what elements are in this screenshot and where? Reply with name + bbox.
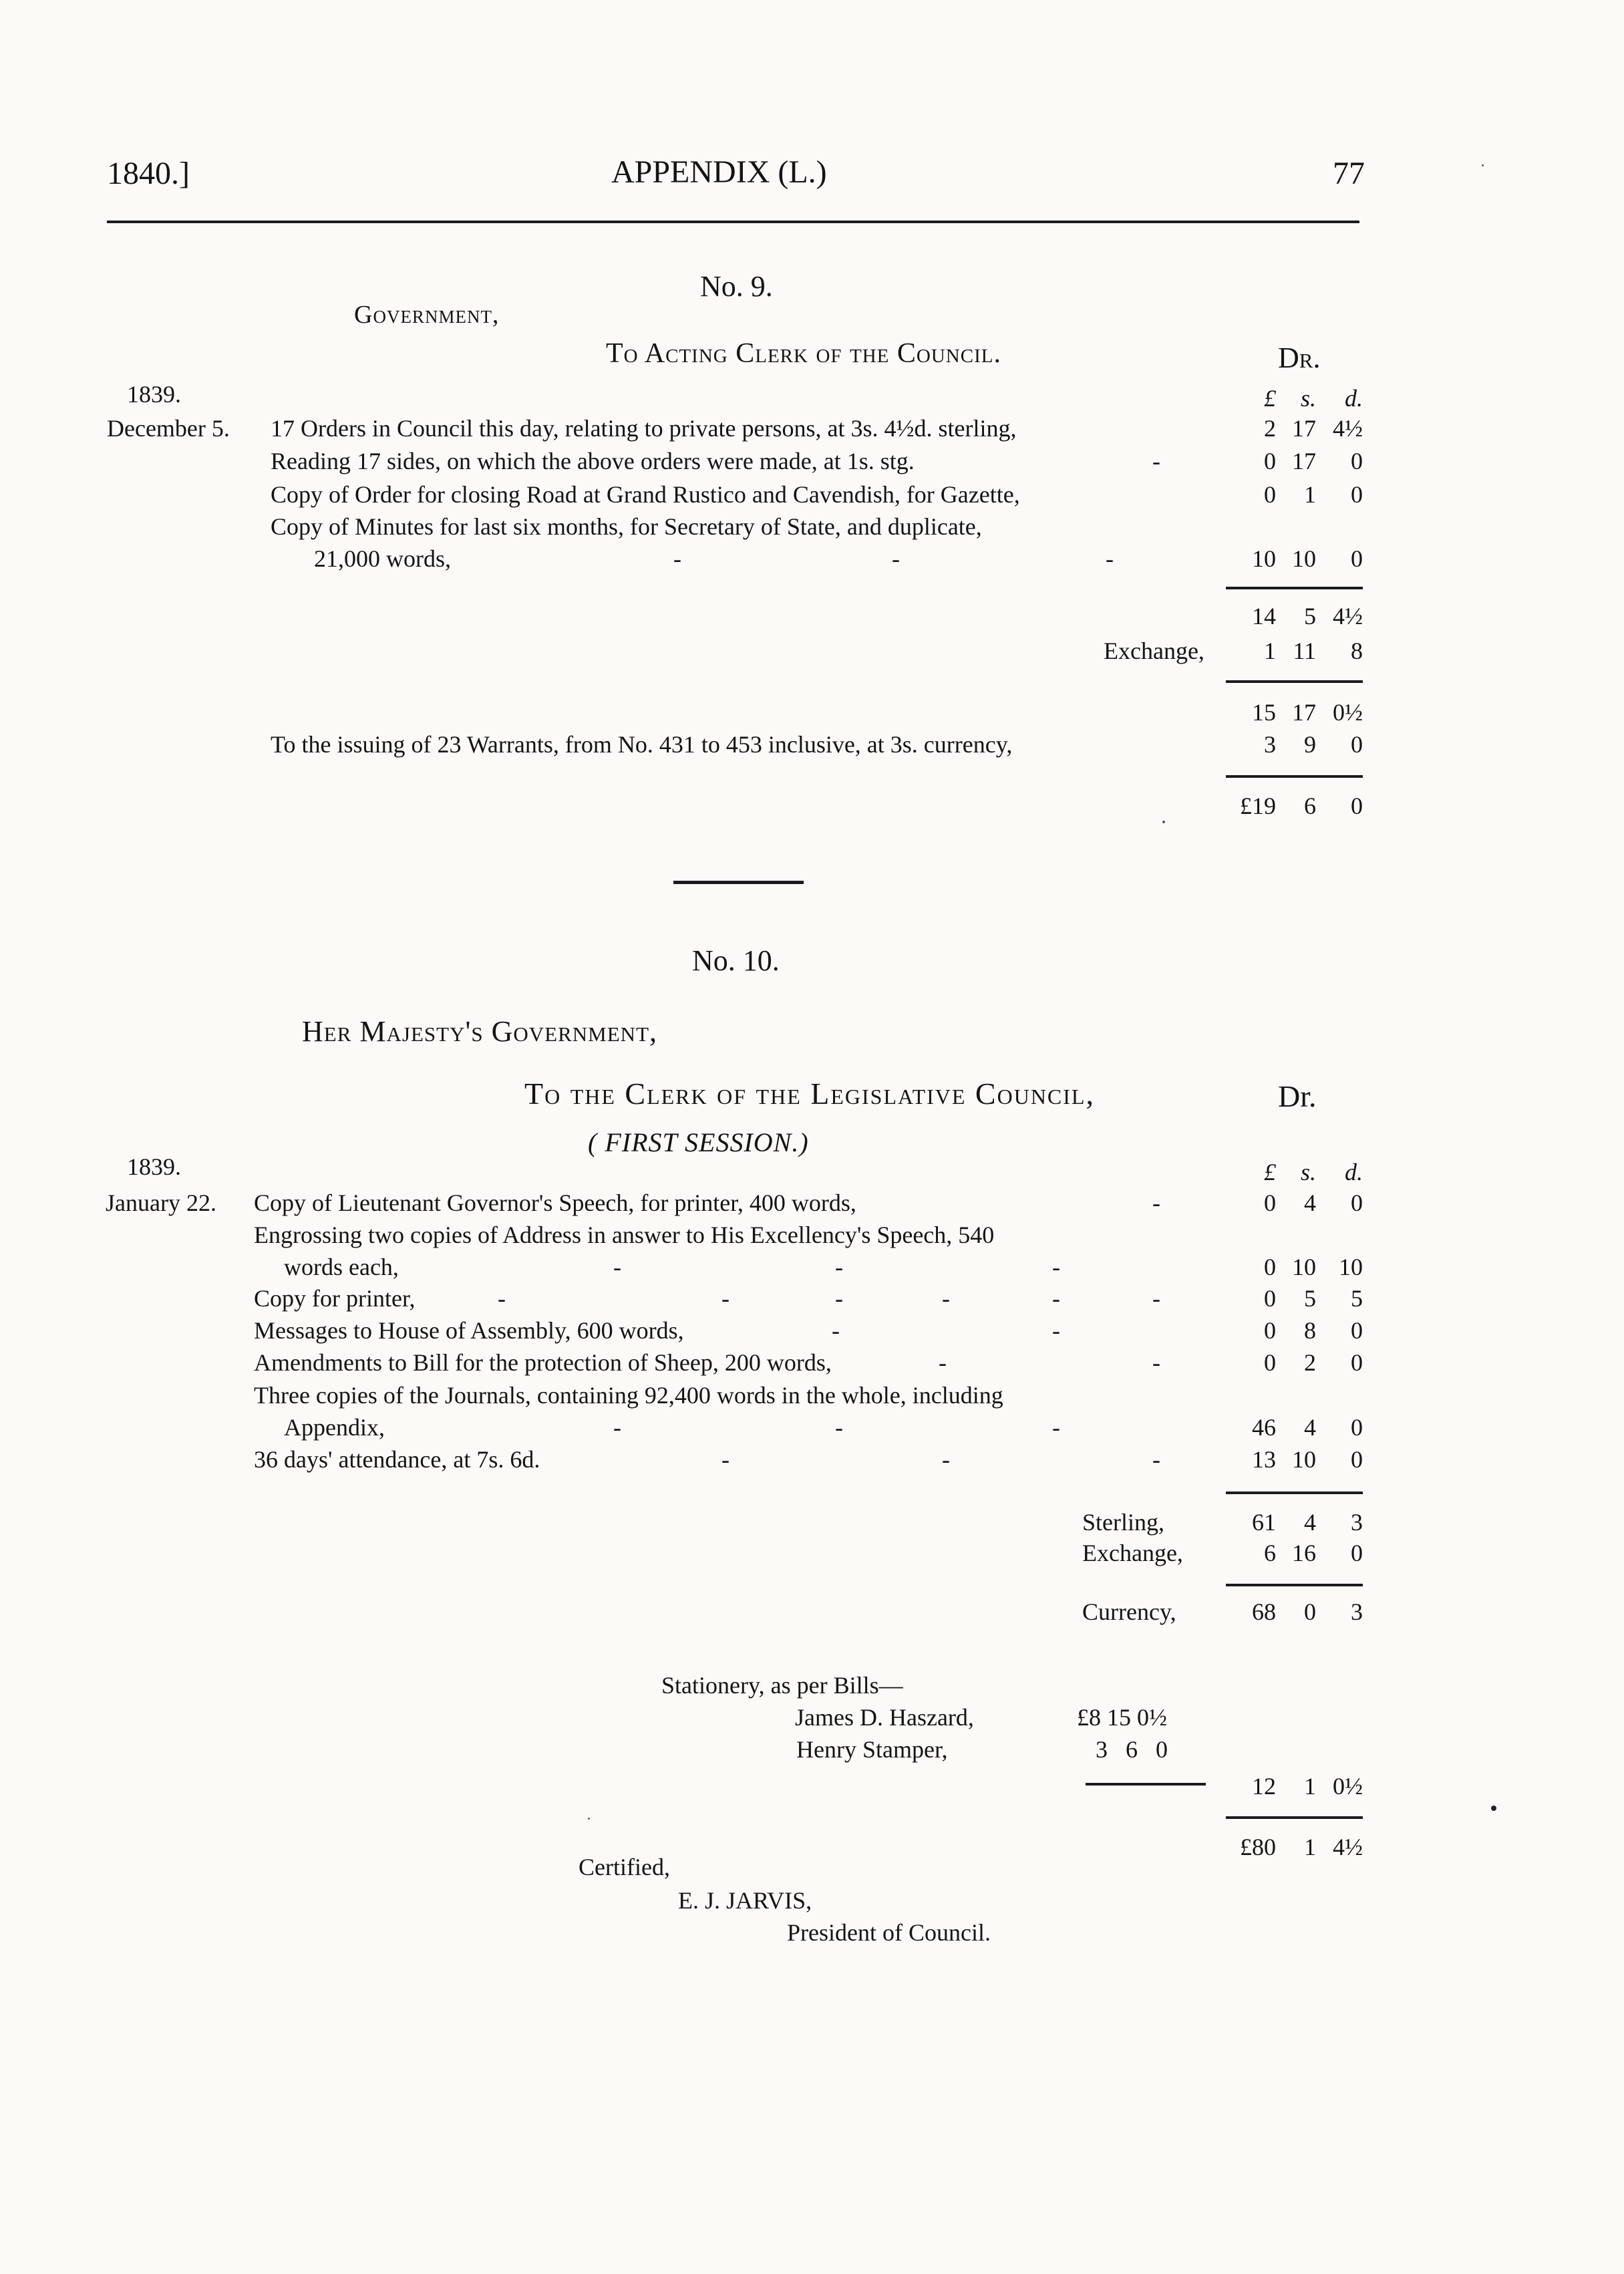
- section-10-item-pence: 10: [1339, 1254, 1363, 1280]
- stationery-bill-amount: £8 15 0½: [1077, 1704, 1167, 1731]
- section-10-item-pounds: 0: [1264, 1189, 1276, 1216]
- section-9-year: 1839.: [127, 381, 181, 408]
- section-9-item-shillings: 1: [1304, 481, 1316, 508]
- section-10-item-shillings: 8: [1304, 1317, 1316, 1344]
- signer-title: President of Council.: [787, 1919, 991, 1946]
- section-9-item-pence: 0: [1351, 545, 1363, 572]
- section-10-currency-pounds: 68: [1252, 1598, 1276, 1625]
- section-9-warrants-shillings: 9: [1304, 731, 1316, 758]
- section-10-item-shillings: 2: [1304, 1349, 1316, 1376]
- section-9-exchange-label: Exchange,: [1104, 637, 1204, 664]
- leader-dash: -: [1152, 1285, 1160, 1312]
- section-10-sterling-pounds: 61: [1252, 1509, 1276, 1536]
- leader-dash: -: [832, 1317, 840, 1344]
- section-9-item-pence: 0: [1351, 481, 1363, 508]
- section-10-item-pence: 0: [1351, 1189, 1363, 1216]
- section-10-dr: Dr.: [1278, 1079, 1317, 1113]
- section-10-payee: To the Clerk of the Legislative Council,: [524, 1077, 1095, 1111]
- stationery-total-shillings: 1: [1304, 1773, 1316, 1800]
- section-10-currency-label: Currency,: [1082, 1598, 1176, 1625]
- leader-dash: -: [942, 1285, 950, 1312]
- ink-speck: [588, 1818, 590, 1820]
- section-10-year: 1839.: [127, 1153, 181, 1180]
- ink-speck: [1162, 821, 1165, 823]
- signer-name: E. J. JARVIS,: [678, 1887, 812, 1914]
- section-10-sterling-pence: 3: [1351, 1509, 1363, 1536]
- section-9-subtotal-pence: 4½: [1333, 603, 1363, 629]
- section-9-grand-shillings: 6: [1304, 793, 1316, 819]
- section-9-header-pence: d.: [1345, 385, 1363, 412]
- section-9-sum-rule: [1226, 775, 1363, 778]
- section-10-item-text: Messages to House of Assembly, 600 words,: [254, 1317, 684, 1344]
- section-9-dr: Dr.: [1278, 341, 1321, 374]
- section-10-item-pounds: 0: [1264, 1285, 1276, 1312]
- section-10-item-pounds: 0: [1264, 1317, 1276, 1344]
- section-9-exchange-pounds: 1: [1264, 637, 1276, 664]
- stationery-rule: [1086, 1783, 1206, 1786]
- leader-dash: -: [721, 1446, 729, 1473]
- section-9-total-shillings: 17: [1292, 699, 1316, 726]
- section-9-item-text: 17 Orders in Council this day, relating to private persons, at 3s. 4½d. sterling,: [271, 415, 1017, 442]
- leader-dash: -: [721, 1285, 729, 1312]
- section-10-item-continuation: words each,: [284, 1254, 399, 1280]
- section-10-item-shillings: 4: [1304, 1414, 1316, 1441]
- section-10-exchange-pounds: 6: [1264, 1540, 1276, 1566]
- section-10-payer: Her Majesty's Government,: [302, 1015, 658, 1048]
- section-10-item-text: 36 days' attendance, at 7s. 6d.: [254, 1446, 540, 1473]
- section-9-header-pounds: £: [1264, 385, 1276, 412]
- section-10-session: ( FIRST SESSION.): [588, 1127, 809, 1157]
- section-10-item-pounds: 13: [1252, 1446, 1276, 1473]
- section-10-number: No. 10.: [692, 944, 780, 977]
- section-10-exchange-shillings: 16: [1292, 1540, 1316, 1566]
- section-9-item-dash: -: [1106, 545, 1114, 572]
- stationery-bill-amount: 3 6 0: [1096, 1736, 1168, 1763]
- leader-dash: -: [1052, 1317, 1060, 1344]
- section-10-header-shillings: s.: [1300, 1159, 1316, 1185]
- section-divider: [673, 881, 804, 884]
- section-9-header-shillings: s.: [1300, 385, 1316, 412]
- section-10-item-text: Copy of Lieutenant Governor's Speech, for printer, 400 words,: [254, 1189, 856, 1216]
- section-9-sum-rule: [1226, 680, 1363, 683]
- section-9-item-dash: -: [1152, 448, 1160, 474]
- section-10-item-shillings: 10: [1292, 1446, 1316, 1473]
- leader-dash: -: [1152, 1349, 1160, 1376]
- section-9-item-text: Copy of Minutes for last six months, for Secretary of State, and duplicate,: [271, 513, 982, 540]
- leader-dash: -: [498, 1285, 506, 1312]
- section-10-item-text: Engrossing two copies of Address in answer to His Excellency's Speech, 540: [254, 1222, 995, 1248]
- section-10-sterling-label: Sterling,: [1082, 1509, 1164, 1536]
- section-9-item-pounds: 0: [1264, 448, 1276, 474]
- leader-dash: -: [613, 1414, 621, 1441]
- section-9-exchange-shillings: 11: [1293, 637, 1316, 664]
- header-page-number: 77: [1333, 156, 1365, 191]
- section-9-warrants-pence: 0: [1351, 731, 1363, 758]
- section-10-item-pence: 0: [1351, 1349, 1363, 1376]
- leader-dash: -: [835, 1285, 843, 1312]
- section-9-grand-pence: 0: [1351, 793, 1363, 819]
- leader-dash: -: [1152, 1446, 1160, 1473]
- ink-speck: [1491, 1806, 1496, 1811]
- section-10-sum-rule: [1226, 1491, 1363, 1494]
- section-10-sterling-shillings: 4: [1304, 1509, 1316, 1536]
- section-10-item-pounds: 0: [1264, 1254, 1276, 1280]
- section-9-total-pounds: 15: [1252, 699, 1276, 726]
- section-9-item-shillings: 10: [1292, 545, 1316, 572]
- section-10-item-text: Amendments to Bill for the protection of Sheep, 200 words,: [254, 1349, 832, 1376]
- stationery-bill-name: Henry Stamper,: [796, 1736, 948, 1763]
- header-year: 1840.]: [107, 156, 190, 191]
- header-title: APPENDIX (L.): [611, 154, 827, 190]
- section-9-item-dash: -: [673, 545, 681, 572]
- section-9-sum-rule: [1226, 587, 1363, 589]
- section-9-grand-pounds: £19: [1240, 793, 1276, 819]
- section-10-item-shillings: 4: [1304, 1189, 1316, 1216]
- section-9-payee: To Acting Clerk of the Council.: [606, 338, 1001, 369]
- section-10-exchange-pence: 0: [1351, 1540, 1363, 1566]
- section-9-subtotal-shillings: 5: [1304, 603, 1316, 629]
- section-9-item-pounds: 2: [1264, 415, 1276, 442]
- section-9-payer: Government,: [354, 301, 500, 329]
- section-9-item-pence: 4½: [1333, 415, 1363, 442]
- section-10-exchange-label: Exchange,: [1082, 1540, 1183, 1566]
- section-10-sum-rule: [1226, 1816, 1363, 1819]
- leader-dash: -: [1152, 1189, 1160, 1216]
- section-10-item-pounds: 0: [1264, 1349, 1276, 1376]
- section-10-currency-shillings: 0: [1304, 1598, 1316, 1625]
- section-10-item-shillings: 5: [1304, 1285, 1316, 1312]
- section-10-grand-pence: 4½: [1333, 1834, 1363, 1860]
- header-rule: [107, 221, 1359, 223]
- section-9-date: December 5.: [107, 415, 230, 442]
- section-9-item-pounds: 0: [1264, 481, 1276, 508]
- section-10-date: January 22.: [106, 1189, 216, 1216]
- section-9-warrants-text: To the issuing of 23 Warrants, from No. 431 to 453 inclusive, at 3s. currency,: [271, 731, 1013, 758]
- section-9-subtotal-pounds: 14: [1252, 603, 1276, 629]
- section-10-item-continuation: Appendix,: [284, 1414, 385, 1441]
- section-10-grand-pounds: £80: [1240, 1834, 1276, 1860]
- section-9-item-shillings: 17: [1292, 448, 1316, 474]
- certified-label: Certified,: [579, 1854, 670, 1880]
- leader-dash: -: [942, 1446, 950, 1473]
- section-10-item-shillings: 10: [1292, 1254, 1316, 1280]
- section-9-item-continuation: 21,000 words,: [314, 545, 451, 572]
- section-9-exchange-pence: 8: [1351, 637, 1363, 664]
- stationery-label: Stationery, as per Bills—: [661, 1672, 903, 1699]
- leader-dash: -: [939, 1349, 947, 1376]
- section-9-warrants-pounds: 3: [1264, 731, 1276, 758]
- section-9-item-text: Copy of Order for closing Road at Grand Rustico and Cavendish, for Gazette,: [271, 481, 1020, 508]
- section-9-item-pounds: 10: [1252, 545, 1276, 572]
- section-10-item-pence: 5: [1351, 1285, 1363, 1312]
- section-10-header-pounds: £: [1264, 1159, 1276, 1185]
- section-10-currency-pence: 3: [1351, 1598, 1363, 1625]
- section-10-item-text: Copy for printer,: [254, 1285, 416, 1312]
- stationery-total-pence: 0½: [1333, 1773, 1363, 1800]
- section-10-grand-shillings: 1: [1304, 1834, 1316, 1860]
- section-9-item-text: Reading 17 sides, on which the above orders were made, at 1s. stg.: [271, 448, 915, 474]
- leader-dash: -: [1052, 1414, 1060, 1441]
- section-10-item-text: Three copies of the Journals, containing 92,400 words in the whole, including: [254, 1382, 1003, 1409]
- leader-dash: -: [835, 1254, 843, 1280]
- leader-dash: -: [1052, 1285, 1060, 1312]
- section-9-item-pence: 0: [1351, 448, 1363, 474]
- leader-dash: -: [613, 1254, 621, 1280]
- section-10-item-pence: 0: [1351, 1317, 1363, 1344]
- section-9-number: No. 9.: [700, 270, 773, 303]
- section-10-sum-rule: [1226, 1584, 1363, 1586]
- stationery-total-pounds: 12: [1252, 1773, 1276, 1800]
- section-10-item-pounds: 46: [1252, 1414, 1276, 1441]
- leader-dash: -: [1052, 1254, 1060, 1280]
- leader-dash: -: [835, 1414, 843, 1441]
- section-10-header-pence: d.: [1345, 1159, 1363, 1185]
- section-9-total-pence: 0½: [1333, 699, 1363, 726]
- section-10-item-pence: 0: [1351, 1446, 1363, 1473]
- section-10-item-pence: 0: [1351, 1414, 1363, 1441]
- stationery-bill-name: James D. Haszard,: [795, 1704, 974, 1731]
- section-9-item-shillings: 17: [1292, 415, 1316, 442]
- section-9-item-dash: -: [892, 545, 900, 572]
- ink-speck: [1482, 164, 1484, 166]
